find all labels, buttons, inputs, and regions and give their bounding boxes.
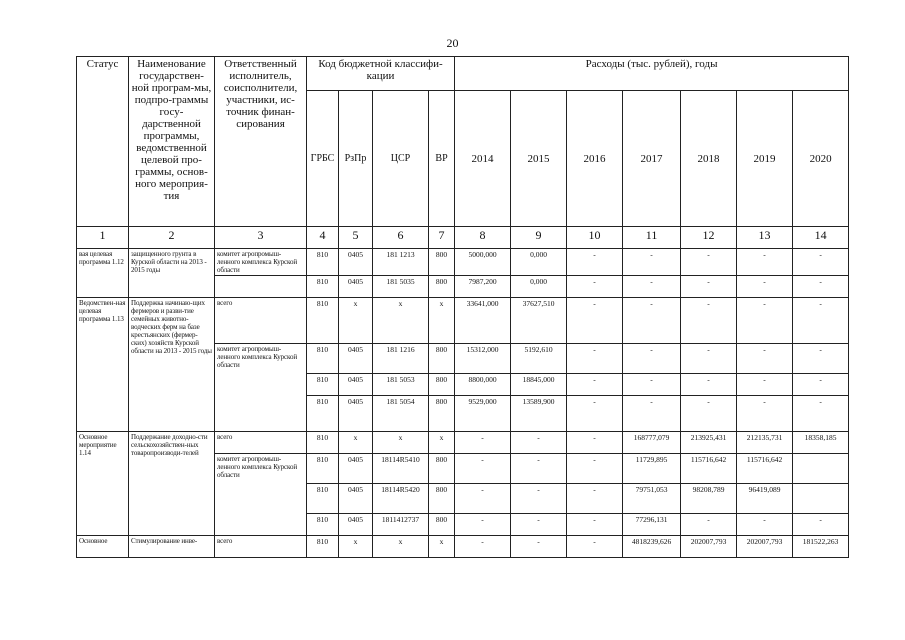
row-program-name: защищенного грунта в Курской области на 2013 - 2015 годы	[129, 249, 215, 298]
cell-y2014: -	[455, 484, 511, 514]
cell-y2015: 5192,610	[511, 344, 567, 374]
header-year-2017: 2017	[623, 91, 681, 227]
cell-y2019: -	[737, 514, 793, 536]
row-executor: всего	[215, 536, 307, 558]
cell-y2014: 5000,000	[455, 249, 511, 276]
cell-y2018: 202007,793	[681, 536, 737, 558]
row-executor: комитет агропромыш-ленного комплекса Курской области	[215, 249, 307, 276]
cell-vr: 800	[429, 484, 455, 514]
cell-rzpr: 0405	[339, 396, 373, 432]
cell-y2017: 168777,079	[623, 432, 681, 454]
cell-y2014: 9529,000	[455, 396, 511, 432]
row-program-name: Поддержка начинаю-щих фермеров и разви-тие семейных животно-водческих ферм на базе крестьянских (фермер-ских) хозяйств Курской области на 2013 - 2015 годы	[129, 298, 215, 432]
column-number: 6	[373, 227, 429, 249]
cell-y2014: 33641,000	[455, 298, 511, 344]
row-program-name: Стимулирование инве-	[129, 536, 215, 558]
cell-y2017: -	[623, 396, 681, 432]
cell-y2016: -	[567, 249, 623, 276]
cell-y2014: 15312,000	[455, 344, 511, 374]
cell-grbs: 810	[307, 374, 339, 396]
column-number: 10	[567, 227, 623, 249]
header-year-2015: 2015	[511, 91, 567, 227]
cell-y2018: -	[681, 374, 737, 396]
cell-y2017: 4818239,626	[623, 536, 681, 558]
cell-y2018: -	[681, 344, 737, 374]
cell-grbs: 810	[307, 536, 339, 558]
header-year-2016: 2016	[567, 91, 623, 227]
cell-vr: 800	[429, 454, 455, 484]
cell-vr: 800	[429, 396, 455, 432]
cell-vr: х	[429, 432, 455, 454]
cell-y2016: -	[567, 344, 623, 374]
cell-y2020: -	[793, 374, 849, 396]
column-number: 2	[129, 227, 215, 249]
row-executor: комитет агропромыш-ленного комплекса Курской области	[215, 344, 307, 432]
row-executor	[215, 276, 307, 298]
column-number: 13	[737, 227, 793, 249]
cell-y2015: 13589,900	[511, 396, 567, 432]
cell-grbs: 810	[307, 298, 339, 344]
column-number: 7	[429, 227, 455, 249]
cell-y2019: -	[737, 276, 793, 298]
cell-grbs: 810	[307, 249, 339, 276]
cell-y2014: -	[455, 432, 511, 454]
header-year-2019: 2019	[737, 91, 793, 227]
cell-y2016: -	[567, 276, 623, 298]
cell-y2017: -	[623, 249, 681, 276]
cell-y2018: 98208,789	[681, 484, 737, 514]
cell-vr: х	[429, 536, 455, 558]
cell-y2018: -	[681, 249, 737, 276]
cell-y2019: 202007,793	[737, 536, 793, 558]
cell-y2014: 7987,200	[455, 276, 511, 298]
cell-rzpr: 0405	[339, 454, 373, 484]
header-status: Статус	[77, 57, 129, 227]
column-numbers-row	[77, 227, 849, 249]
cell-y2019: -	[737, 344, 793, 374]
cell-y2020: -	[793, 249, 849, 276]
row-status: Ведомствен-ная целевая программа 1.13	[77, 298, 129, 432]
cell-y2014: -	[455, 454, 511, 484]
cell-y2014: -	[455, 514, 511, 536]
cell-y2017: -	[623, 374, 681, 396]
cell-grbs: 810	[307, 276, 339, 298]
cell-y2015: -	[511, 536, 567, 558]
header-year-2020: 2020	[793, 91, 849, 227]
cell-csr: 18114R5410	[373, 454, 429, 484]
cell-y2015: 37627,510	[511, 298, 567, 344]
cell-y2016: -	[567, 298, 623, 344]
cell-y2018: 213925,431	[681, 432, 737, 454]
cell-y2019: 115716,642	[737, 454, 793, 484]
cell-y2016: -	[567, 396, 623, 432]
row-status: Основное мероприятие 1.14	[77, 432, 129, 536]
table-row	[77, 298, 849, 344]
cell-y2015: 18845,000	[511, 374, 567, 396]
cell-y2014: -	[455, 536, 511, 558]
cell-y2018: -	[681, 276, 737, 298]
cell-y2020	[793, 484, 849, 514]
column-number: 8	[455, 227, 511, 249]
cell-y2015: -	[511, 514, 567, 536]
row-executor: всего	[215, 432, 307, 454]
header-expenses: Расходы (тыс. рублей), годы	[455, 57, 849, 91]
cell-y2015: -	[511, 484, 567, 514]
cell-csr: х	[373, 536, 429, 558]
cell-y2020: -	[793, 344, 849, 374]
cell-y2016: -	[567, 514, 623, 536]
cell-rzpr: 0405	[339, 484, 373, 514]
header-code-1: РзПр	[339, 91, 373, 227]
budget-table	[76, 56, 849, 558]
cell-csr: 1811412737	[373, 514, 429, 536]
cell-y2016: -	[567, 374, 623, 396]
cell-csr: 181 5053	[373, 374, 429, 396]
cell-rzpr: 0405	[339, 344, 373, 374]
column-number: 14	[793, 227, 849, 249]
cell-csr: х	[373, 432, 429, 454]
column-number: 12	[681, 227, 737, 249]
cell-y2016: -	[567, 536, 623, 558]
cell-csr: 181 1213	[373, 249, 429, 276]
cell-y2020: 181522,263	[793, 536, 849, 558]
cell-y2019: 96419,089	[737, 484, 793, 514]
cell-y2015: -	[511, 432, 567, 454]
cell-y2017: -	[623, 298, 681, 344]
header-executor: Ответственный исполнитель, соисполнители, участники, ис-точник финан-сирования	[215, 57, 307, 227]
cell-csr: 181 5035	[373, 276, 429, 298]
cell-y2018: -	[681, 298, 737, 344]
cell-grbs: 810	[307, 344, 339, 374]
cell-y2017: 77296,131	[623, 514, 681, 536]
table-row	[77, 432, 849, 454]
cell-y2016: -	[567, 454, 623, 484]
cell-rzpr: х	[339, 298, 373, 344]
header-code-2: ЦСР	[373, 91, 429, 227]
cell-y2016: -	[567, 484, 623, 514]
column-number: 5	[339, 227, 373, 249]
header-name: Наименование государствен-ной програм-мы, подпро-граммы госу-дарственной программы, ведомственной целевой про-граммы, основ-ного мероприя-тия	[129, 57, 215, 227]
header-budget-code: Код бюджетной классифи-кации	[307, 57, 455, 91]
column-number: 11	[623, 227, 681, 249]
cell-y2017: 11729,895	[623, 454, 681, 484]
cell-rzpr: 0405	[339, 374, 373, 396]
row-status: вая целевая программа 1.12	[77, 249, 129, 298]
cell-rzpr: 0405	[339, 514, 373, 536]
header-code-3: ВР	[429, 91, 455, 227]
cell-y2019: -	[737, 374, 793, 396]
cell-vr: 800	[429, 249, 455, 276]
cell-csr: х	[373, 298, 429, 344]
page-number: 20	[446, 36, 459, 50]
cell-y2016: -	[567, 432, 623, 454]
cell-y2015: 0,000	[511, 276, 567, 298]
cell-vr: 800	[429, 374, 455, 396]
cell-y2018: -	[681, 396, 737, 432]
cell-y2020: -	[793, 276, 849, 298]
cell-y2018: 115716,642	[681, 454, 737, 484]
cell-grbs: 810	[307, 396, 339, 432]
cell-grbs: 810	[307, 484, 339, 514]
cell-y2020: 18358,185	[793, 432, 849, 454]
column-number: 1	[77, 227, 129, 249]
cell-grbs: 810	[307, 514, 339, 536]
cell-vr: 800	[429, 344, 455, 374]
cell-y2015: 0,000	[511, 249, 567, 276]
column-number: 9	[511, 227, 567, 249]
row-status: Основное	[77, 536, 129, 558]
cell-y2019: -	[737, 298, 793, 344]
cell-y2019: 212135,731	[737, 432, 793, 454]
cell-y2020: -	[793, 298, 849, 344]
header-code-0: ГРБС	[307, 91, 339, 227]
row-program-name: Поддержание доходно-сти сельскохозяйствен-ных товаропроизводи-телей	[129, 432, 215, 536]
cell-rzpr: х	[339, 432, 373, 454]
cell-grbs: 810	[307, 432, 339, 454]
row-executor: всего	[215, 298, 307, 344]
cell-y2015: -	[511, 454, 567, 484]
table-body	[77, 249, 849, 558]
cell-y2019: -	[737, 396, 793, 432]
cell-csr: 18114R5420	[373, 484, 429, 514]
cell-y2020	[793, 454, 849, 484]
cell-vr: 800	[429, 514, 455, 536]
cell-csr: 181 5054	[373, 396, 429, 432]
cell-y2017: -	[623, 276, 681, 298]
row-executor: комитет агропромыш-ленного комплекса Курской области	[215, 454, 307, 536]
cell-y2020: -	[793, 514, 849, 536]
table-row	[77, 249, 849, 276]
cell-vr: х	[429, 298, 455, 344]
header-year-2018: 2018	[681, 91, 737, 227]
cell-vr: 800	[429, 276, 455, 298]
column-number: 3	[215, 227, 307, 249]
cell-y2018: -	[681, 514, 737, 536]
header-year-2014: 2014	[455, 91, 511, 227]
table-row	[77, 536, 849, 558]
cell-rzpr: 0405	[339, 249, 373, 276]
cell-y2014: 8800,000	[455, 374, 511, 396]
cell-rzpr: 0405	[339, 276, 373, 298]
cell-y2020: -	[793, 396, 849, 432]
cell-rzpr: х	[339, 536, 373, 558]
cell-grbs: 810	[307, 454, 339, 484]
cell-y2017: -	[623, 344, 681, 374]
cell-csr: 181 1216	[373, 344, 429, 374]
cell-y2019: -	[737, 249, 793, 276]
column-number: 4	[307, 227, 339, 249]
cell-y2017: 79751,053	[623, 484, 681, 514]
